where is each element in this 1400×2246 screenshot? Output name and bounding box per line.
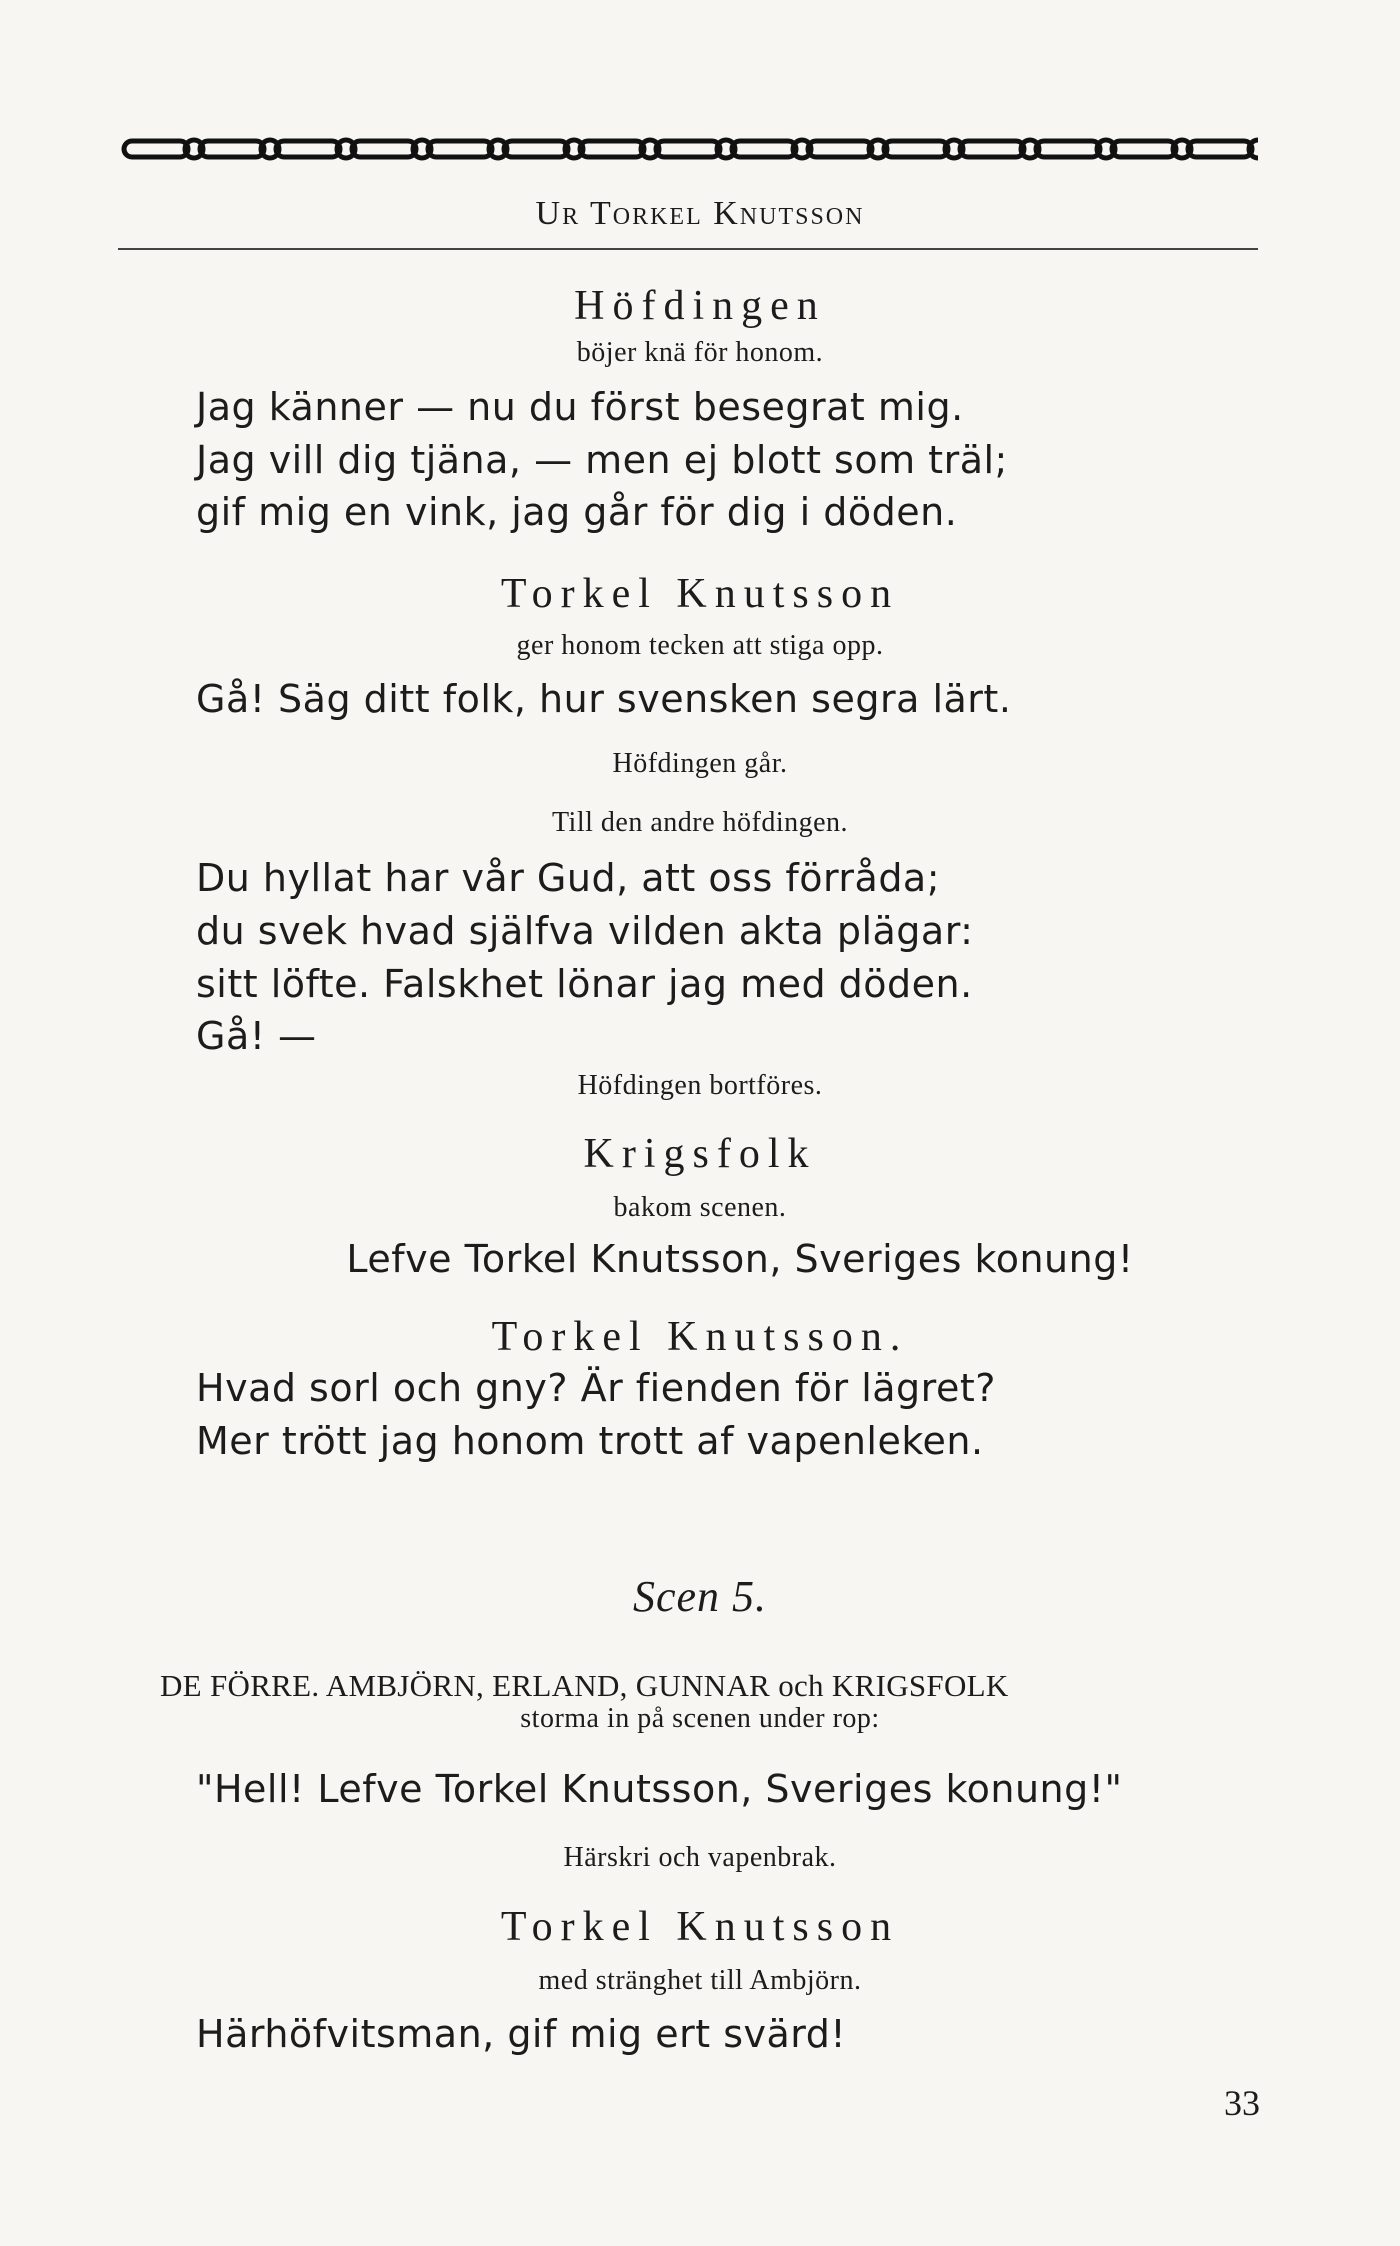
verse-line: Mer trött jag honom trott af vapenleken. (196, 1419, 984, 1463)
verse-line: Härhöfvitsman, gif mig ert svärd! (196, 2012, 847, 2056)
scene-title: Scen 5. (632, 1572, 768, 1621)
verse-line: sitt löfte. Falskhet lönar jag med döden. (196, 962, 973, 1006)
verse-line: gif mig en vink, jag går för dig i döden. (196, 490, 958, 534)
decorative-chain-border (118, 134, 1258, 164)
stage-direction: Till den andre höfdingen. (551, 807, 849, 838)
verse-line: Jag vill dig tjäna, — men ej blott som träl; (196, 438, 1008, 482)
stage-direction: Härskri och vapenbrak. (563, 1842, 837, 1873)
header-rule (118, 248, 1258, 250)
stage-direction: Höfdingen går. (612, 748, 788, 779)
verse-line: "Hell! Lefve Torkel Knutsson, Sveriges konung!" (196, 1767, 1123, 1811)
verse-line: Jag känner — nu du först besegrat mig. (196, 385, 964, 429)
speaker-torkel-knutsson: Torkel Knutsson. (491, 1314, 909, 1360)
page-number: 33 (1224, 2083, 1260, 2123)
speaker-torkel-knutsson: Torkel Knutsson (500, 1904, 900, 1950)
stage-direction: storma in på scenen under rop: (520, 1703, 880, 1734)
cast-line: DE FÖRRE. AMBJÖRN, ERLAND, GUNNAR och KRIGSFOLK (160, 1668, 1009, 1703)
speaker-torkel-knutsson: Torkel Knutsson (500, 571, 900, 617)
stage-direction: Höfdingen bortföres. (577, 1070, 823, 1101)
running-title: Ur Torkel Knutsson (535, 195, 865, 232)
verse-line: Lefve Torkel Knutsson, Sveriges konung! (346, 1237, 1134, 1281)
verse-line: Gå! — (196, 1014, 317, 1058)
verse-line: Hvad sorl och gny? Är fienden för lägret? (196, 1366, 996, 1410)
verse-line: Du hyllat har vår Gud, att oss förråda; (196, 856, 941, 900)
speaker-krigsfolk: Krigsfolk (583, 1131, 817, 1177)
speaker-hofdingen: Höfdingen (574, 283, 826, 329)
stage-direction: ger honom tecken att stiga opp. (516, 630, 884, 661)
stage-direction: böjer knä för honom. (576, 337, 824, 368)
stage-direction: med stränghet till Ambjörn. (538, 1965, 862, 1996)
verse-line: Gå! Säg ditt folk, hur svensken segra lärt. (196, 677, 1012, 721)
stage-direction: bakom scenen. (613, 1192, 787, 1223)
verse-line: du svek hvad själfva vilden akta plägar: (196, 909, 974, 953)
